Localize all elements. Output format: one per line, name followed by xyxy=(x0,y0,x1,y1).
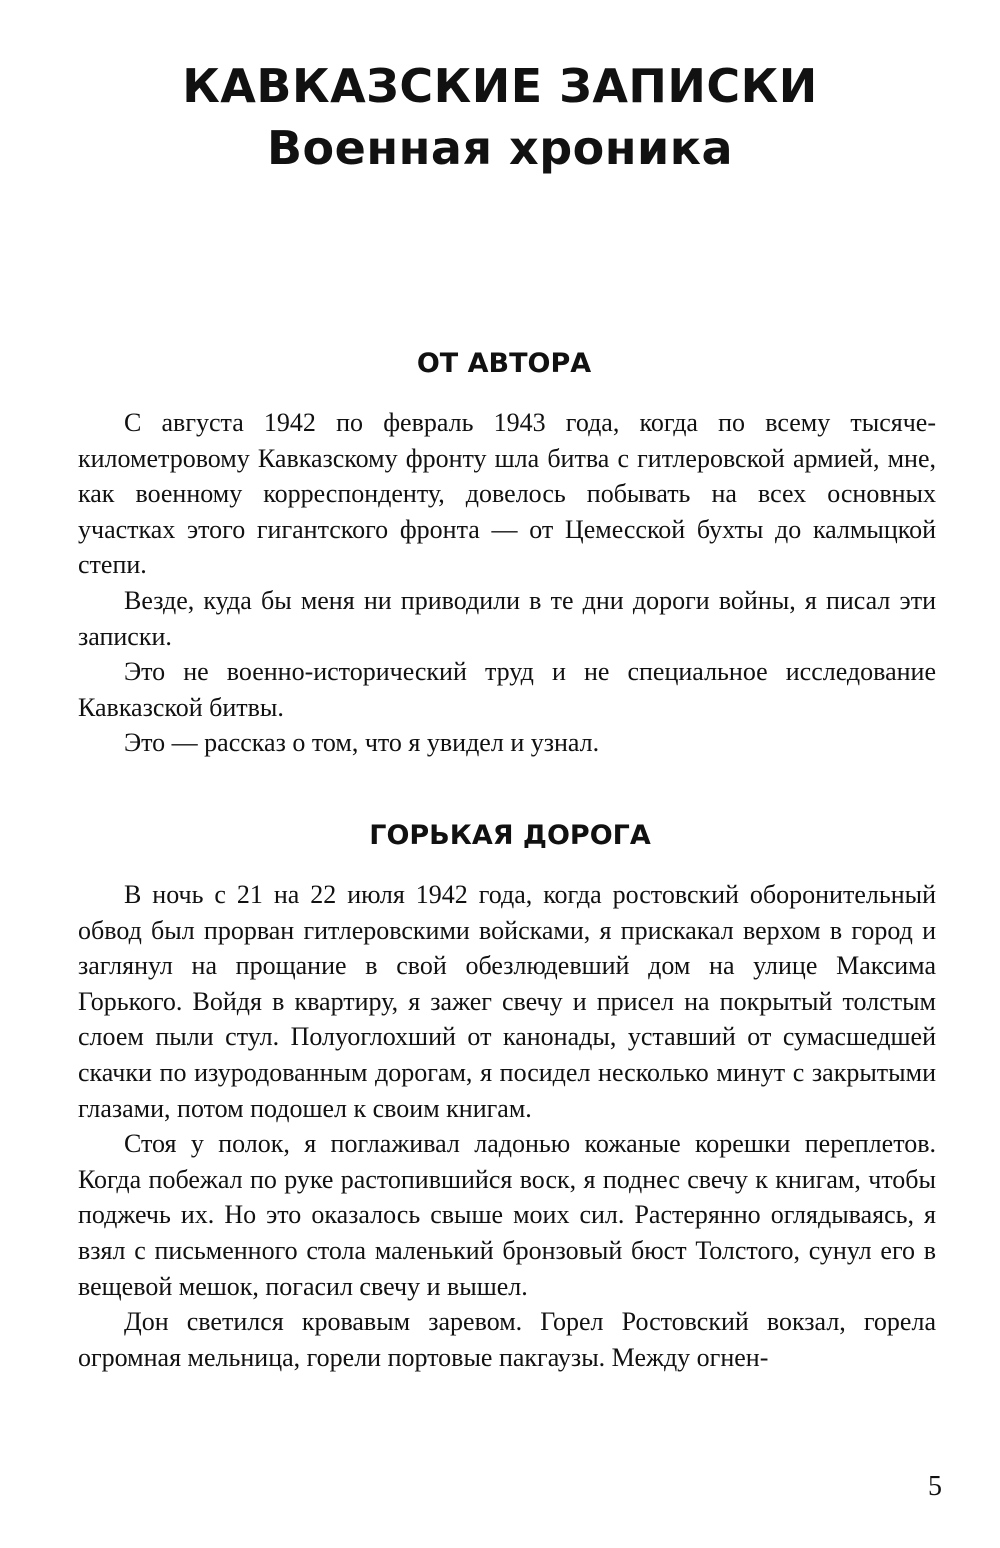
section-heading-from-author: ОТ АВТОРА xyxy=(416,348,592,379)
paragraph: С августа 1942 по февраль 1943 года, когда по всему тысячекилометровому Кавказскому фронту шла битва с гитлеровской армией, мне, как военному корреспонденту, довелось побывать на всех основных участках этого гигантского фронта — от Цемесской бухты до калмыцкой степи. xyxy=(78,408,936,580)
paragraph: Стоя у полок, я поглаживал ладонью кожаные корешки переплетов. Когда побежал по руке растопившийся воск, я поднес свечу к книгам, чтобы поджечь их. Но это оказалось свыше моих сил. Растерянно оглядываясь, я взял с письменного стола маленький бронзовый бюст Толстого, сунул его в вещевой мешок, погасил свечу и вышел. xyxy=(78,1129,936,1301)
paragraph: Дон светился кровавым заревом. Горел Ростовский вокзал, горела огромная мельница, горели портовые пакгаузы. Между огнен- xyxy=(78,1307,936,1372)
section-body-from-author xyxy=(78,405,936,761)
paragraph: Это не военно-исторический труд и не специальное исследование Кавказской битвы. xyxy=(78,657,936,722)
paragraph: Это — рассказ о том, что я увидел и узнал. xyxy=(124,728,600,758)
book-title: КАВКАЗСКИЕ ЗАПИСКИ xyxy=(182,59,818,113)
page-number: 5 xyxy=(928,1471,942,1502)
paragraph: В ночь с 21 на 22 июля 1942 года, когда ростовский оборонительный обвод был прорван гитлеровскими войсками, я прискакал верхом в город и заглянул на прощание в свой обезлюдевший дом на улице Максима Горького. Войдя в квартиру, я зажег свечу и присел на покрытый толстым слоем пыли стул. Полуоглохший от канонады, уставший от сумасшедшей скачки по изуродованным дорогам, я посидел несколько минут с закрытыми глазами, потом подошел к своим книгам. xyxy=(78,880,936,1123)
section-body-bitter-road xyxy=(78,877,936,1375)
book-subtitle: Военная хроника xyxy=(267,121,733,175)
paragraph: Везде, куда бы меня ни приводили в те дни дороги войны, я писал эти записки. xyxy=(78,585,936,651)
section-heading-bitter-road: ГОРЬКАЯ ДОРОГА xyxy=(369,820,651,851)
